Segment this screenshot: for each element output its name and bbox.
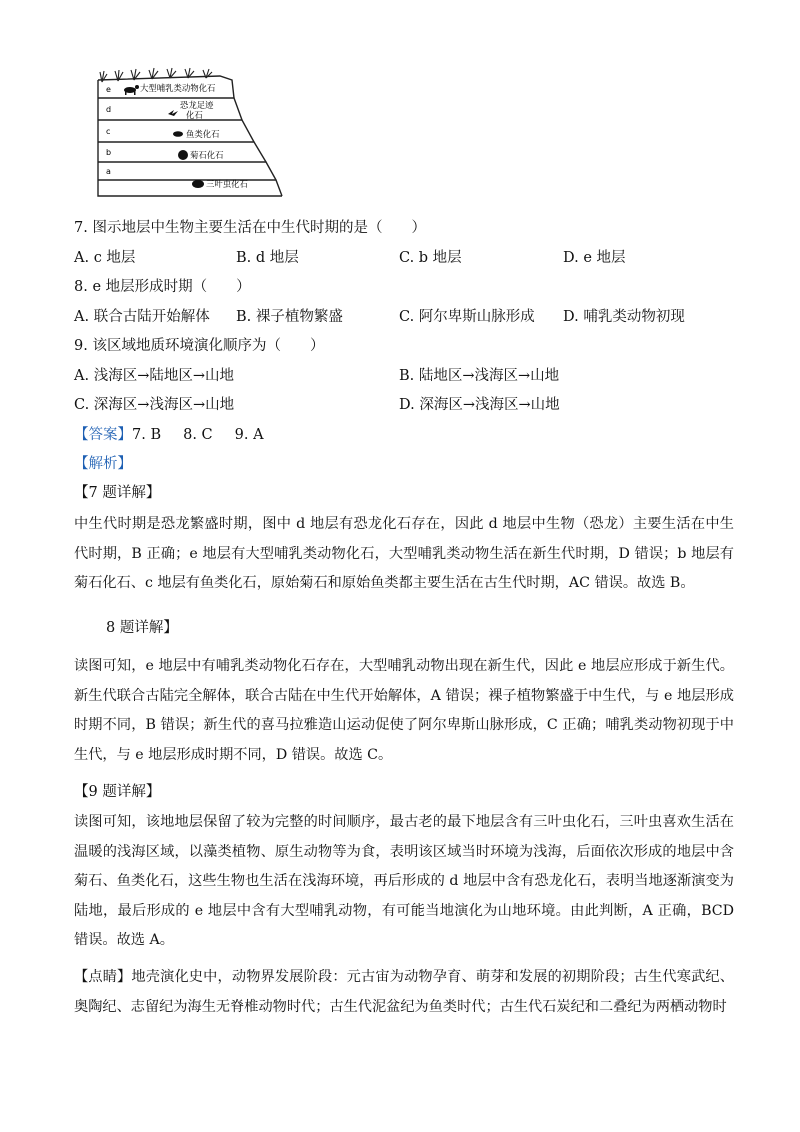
layer-e-label: 大型哺乳类动物化石 <box>140 83 216 93</box>
answer-row <box>74 425 264 445</box>
strata-diagram <box>92 58 292 202</box>
question-9-option-b: B. 陆地区→浅海区→山地 <box>399 368 560 384</box>
question-9-stem: 9. 该区域地质环境演化顺序为（ ） <box>74 338 325 354</box>
answer-7: 7. B <box>132 427 162 443</box>
layer-a-letter: a <box>106 167 111 176</box>
q7-text: 中生代时期是恐龙繁盛时期，图中 d 地层有恐龙化石存在，因此 d 地层中生物（恐龙）主要生活在中生代时期，B 正确；e 地层有大型哺乳类动物化石，大型哺乳类动物生活在新生代时期，D 错误；b 地层有菊石化石、c 地层有鱼类化石，原始菊石和原始鱼类都主要生活在古生代时期，AC 错误。故选 B。 <box>74 516 734 591</box>
question-8-stem: 8. e 地层形成时期（ ） <box>74 279 251 295</box>
question-7-option-b: B. d 地层 <box>236 250 299 266</box>
q9-heading: 【9 题详解】 <box>74 784 161 800</box>
question-7-option-c: C. b 地层 <box>399 250 462 266</box>
question-9-option-a: A. 浅海区→陆地区→山地 <box>74 368 234 384</box>
q9-explanation <box>74 808 734 956</box>
layer-e-letter: e <box>106 85 111 94</box>
layer-c-label: 鱼类化石 <box>186 129 220 139</box>
question-8-option-c: C. 阿尔卑斯山脉形成 <box>399 309 535 325</box>
layer-b-label: 菊石化石 <box>190 150 224 160</box>
tip-text: 地壳演化史中，动物界发展阶段：元古宙为动物孕育、萌芽和发展的初期阶段；古生代寒武纪、奥陶纪、志留纪为海生无脊椎动物时代；古生代泥盆纪为鱼类时代；古生代石炭纪和二叠纪为两栖动物时 <box>74 969 734 1015</box>
layer-b-letter: b <box>106 148 112 157</box>
layer-d-label-2: 化石 <box>186 110 203 120</box>
analysis-label: 【解析】 <box>74 456 132 472</box>
ammonite-icon <box>178 150 188 160</box>
q8-heading: 8 题详解】 <box>106 620 178 636</box>
q8-text: 读图可知，e 地层中有哺乳类动物化石存在，大型哺乳动物出现在新生代，因此 e 地层应形成于新生代。新生代联合古陆完全解体，联合古陆在中生代开始解体，A 错误；裸子植物繁盛于中生代，与 e 地层形成时期不同，B 错误；新生代的喜马拉雅造山运动促使了阿尔卑斯山脉形成，C 正确；哺乳类动物初现于中生代，与 e 地层形成时期不同，D 错误。故选 C。 <box>74 658 734 763</box>
question-8-option-b: B. 裸子植物繁盛 <box>236 309 343 325</box>
layer-d-letter: d <box>106 105 112 114</box>
answer-label: 【答案】 <box>74 427 132 443</box>
q7-explanation <box>74 510 734 599</box>
tip-label: 【点睛】 <box>74 969 132 985</box>
question-8-option-a: A. 联合古陆开始解体 <box>74 309 210 325</box>
layer-c-letter: c <box>106 127 111 136</box>
question-8-option-d: D. 哺乳类动物初现 <box>563 309 685 325</box>
fish-icon <box>173 131 183 137</box>
dinosaur-footprint-icon <box>168 110 178 116</box>
q8-explanation <box>74 652 734 770</box>
question-9-option-d: D. 深海区→浅海区→山地 <box>399 397 560 413</box>
answer-9: 9. A <box>234 427 264 443</box>
question-9-option-c: C. 深海区→浅海区→山地 <box>74 397 235 413</box>
layer-a-label: 三叶虫化石 <box>206 179 248 189</box>
tip-block <box>74 963 734 1022</box>
trilobite-icon <box>192 180 204 188</box>
question-7-stem: 7. 图示地层中生物主要生活在中生代时期的是（ ） <box>74 220 426 236</box>
q7-heading: 【7 题详解】 <box>74 485 161 501</box>
layer-d-label-1: 恐龙足迹 <box>180 100 214 110</box>
mammal-icon <box>124 85 139 95</box>
q9-text: 读图可知，该地地层保留了较为完整的时间顺序，最古老的最下地层含有三叶虫化石，三叶虫喜欢生活在温暖的浅海区域，以藻类植物、原生动物等为食，表明该区域当时环境为浅海，后面依次形成的地层中含菊石、鱼类化石，这些生物也生活在浅海环境，再后形成的 d 地层中含有恐龙化石，表明当地逐渐演变为陆地，最后形成的 e 地层中含有大型哺乳动物，有可能当地演化为山地环境。由此判断，A 正确，BCD 错误。故选 A。 <box>74 814 734 948</box>
question-7-option-a: A. c 地层 <box>74 250 136 266</box>
answer-8: 8. C <box>183 427 213 443</box>
question-7-option-d: D. e 地层 <box>563 250 626 266</box>
